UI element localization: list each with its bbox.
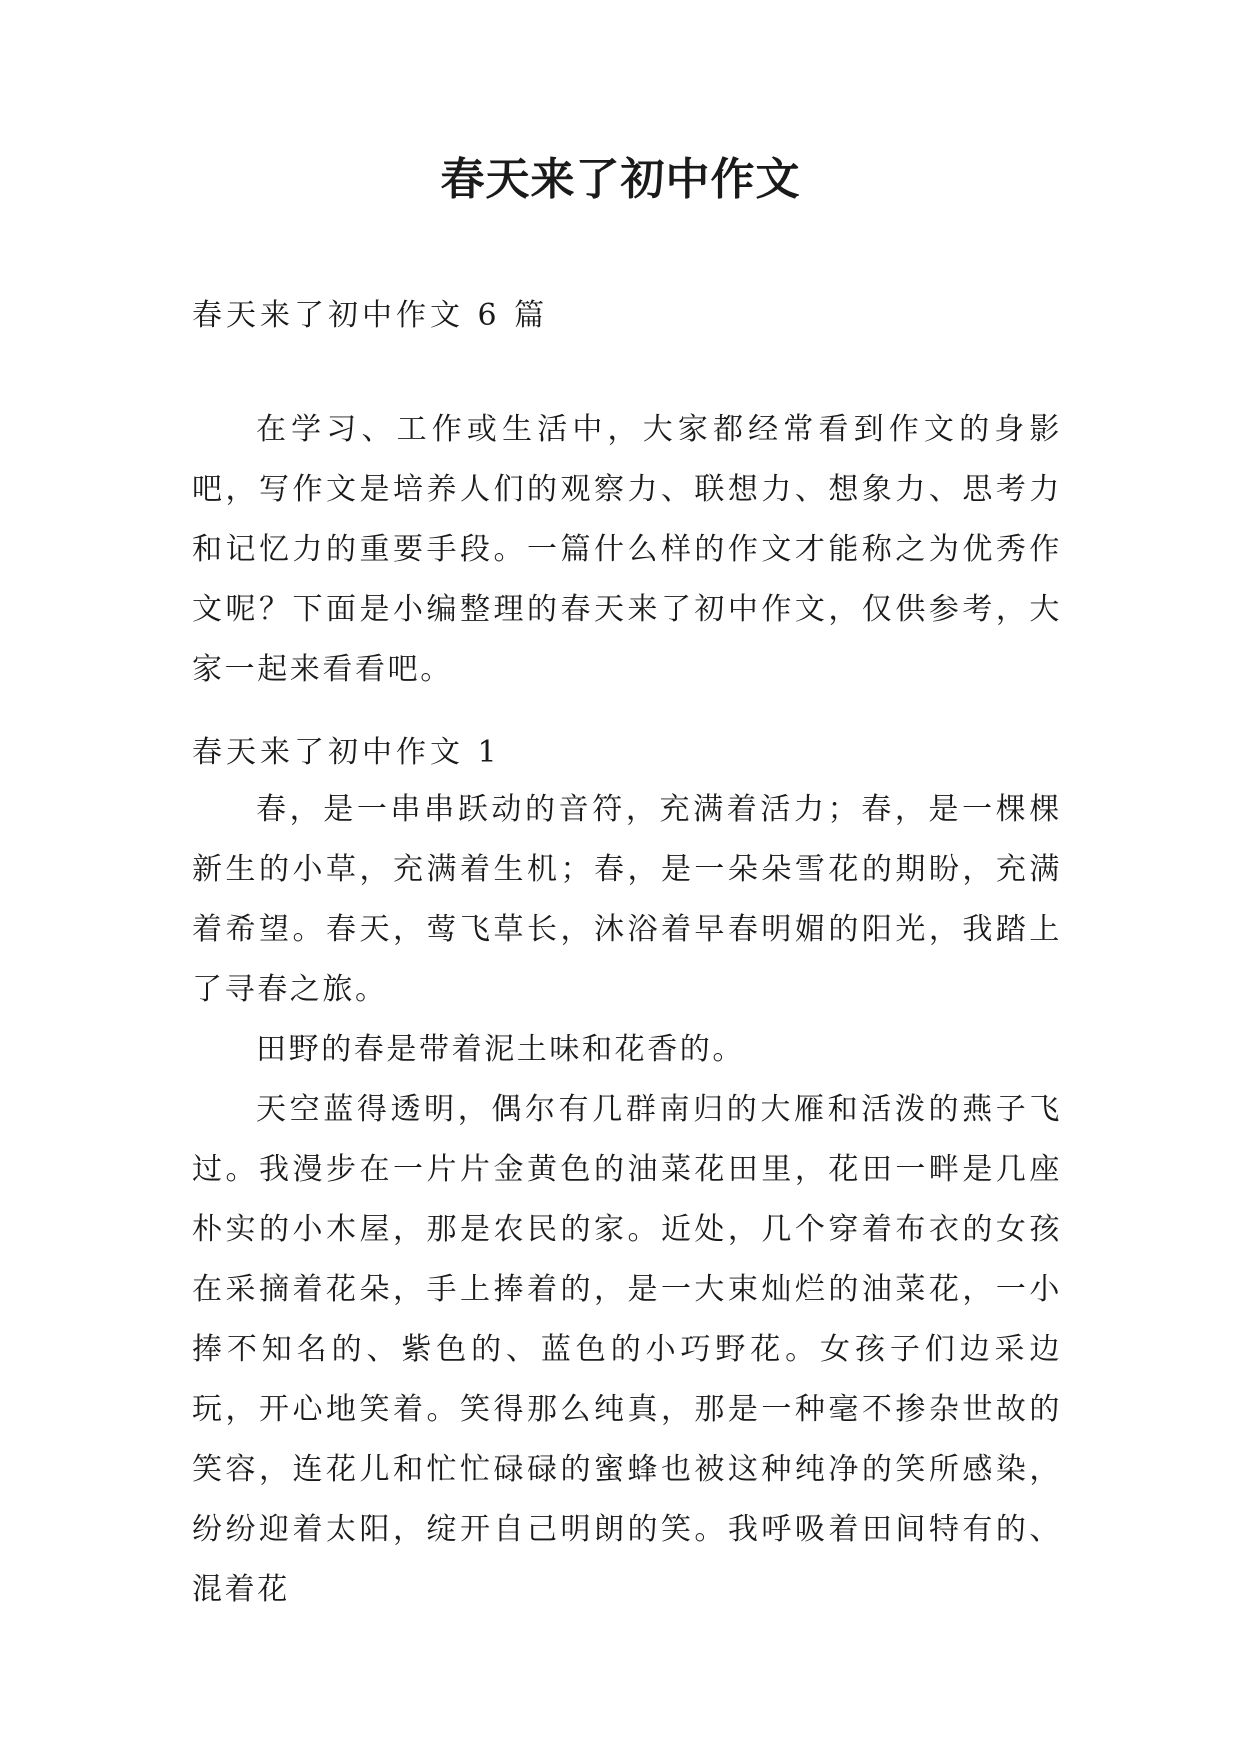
essay-paragraph: 田野的春是带着泥土味和花香的。 (256, 1032, 745, 1067)
essay-paragraph: 天空蓝得透明，偶尔有几群南归的大雁和活泼的燕子飞过。我漫步在一片片金黄色的油菜花田里，花田一畔是几座朴实的小木屋，那是农民的家。近处，几个穿着布衣的女孩在采摘着花朵，手上捧着的，是一大束灿烂的油菜花，一小捧不知名的、紫色的、蓝色的小巧野花。女孩子们边采边玩，开心地笑着。笑得那么纯真，那是一种毫不掺杂世故的笑容，连花儿和忙忙碌碌的蜜蜂也被这种纯净的笑所感染，纷纷迎着太阳，绽开自己明朗的笑。我呼吸着田间特有的、混着花 (192, 1092, 1062, 1607)
section-heading: 春天来了初中作文 1 (192, 735, 501, 770)
essay-paragraph: 春，是一串串跃动的音符，充满着活力；春，是一棵棵新生的小草，充满着生机；春，是一朵朵雪花的期盼，充满着希望。春天，莺飞草长，沐浴着早春明媚的阳光，我踏上了寻春之旅。 (192, 792, 1062, 1007)
document-subtitle: 春天来了初中作文 6 篇 (192, 298, 549, 333)
essay-body (192, 780, 1062, 1620)
document-title: 春天来了初中作文 (440, 154, 801, 205)
intro-paragraph: 在学习、工作或生活中，大家都经常看到作文的身影吧，写作文是培养人们的观察力、联想力、想象力、思考力和记忆力的重要手段。一篇什么样的作文才能称之为优秀作文呢？下面是小编整理的春天来了初中作文，仅供参考，大家一起来看看吧。 (192, 412, 1062, 687)
